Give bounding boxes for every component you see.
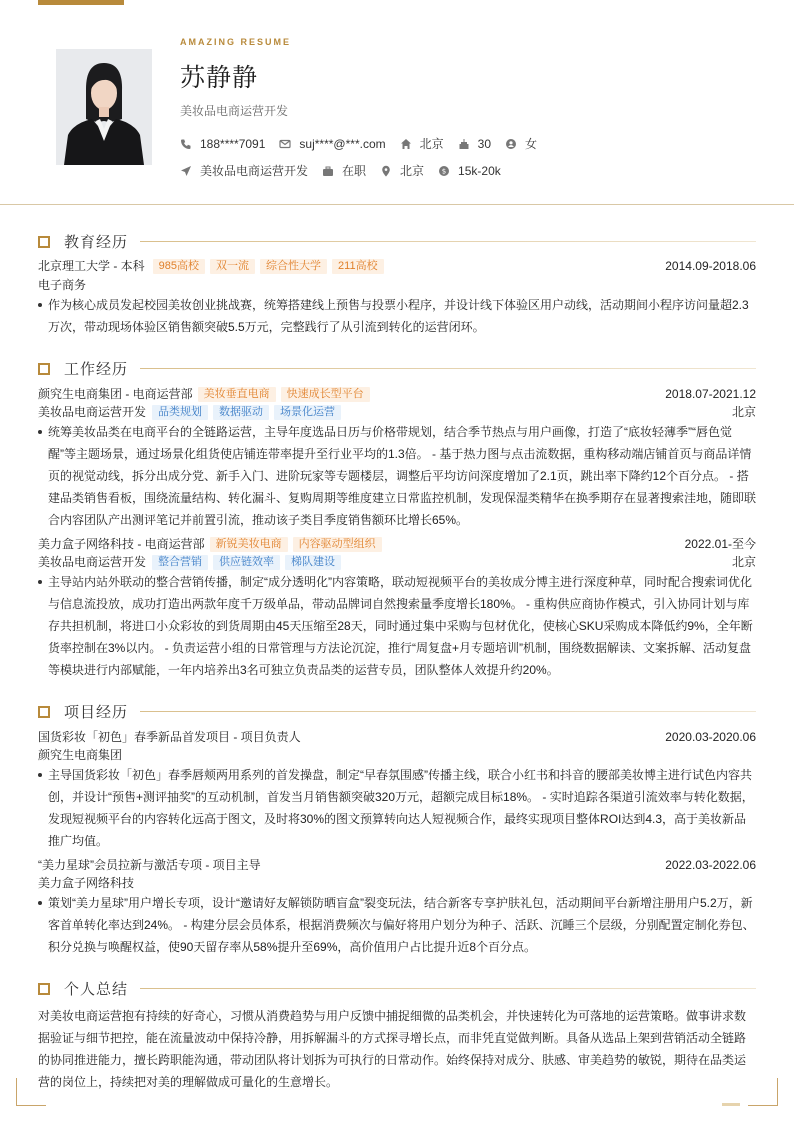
role-tag: 整合营销: [152, 555, 208, 570]
money-icon: [438, 165, 450, 177]
job-intent-row: [180, 162, 515, 179]
section-square-icon: [38, 706, 50, 718]
corner-decoration: [748, 1078, 778, 1106]
project-org: 颜究生电商集团: [38, 748, 123, 762]
project-title: “美力星球”会员拉新与激活专项 - 项目主导: [38, 858, 261, 872]
edu-tag: 综合性大学: [260, 259, 327, 274]
phone-item: [180, 137, 265, 151]
footer-accent: [722, 1103, 740, 1106]
work-bullet: 统筹美妆品类在电商平台的全链路运营，主导年度选品日历与价格带规划，结合季节热点与用户画像，打造了“底妆轻薄季”“唇色觉醒”等主题场景，通过场景化组货使店铺连带率提升至行业平均的1.3倍。 - 基于热力图与点击流数据，重构移动端店铺首页与商品详情页的视觉动线，拆分出成分党、新手入门、进阶玩家等专题楼层，调整后平均访问深度增加了2.1页，跳出率下降约12个百分点。 - 搭建品类销售看板，围绕流量结构、转化漏斗、复购周期等维度建立日常监控机制，发现保湿类精华在换季期存在显著搜索洼地，随即联合内容团队产出测评笔记并前置引流，推动该子类目季度销售额环比增长65%。: [38, 421, 756, 531]
education-section-title: 教育经历: [38, 231, 756, 252]
project-org: 美力盒子网络科技: [38, 876, 135, 890]
education-bullet: 作为核心成员发起校园美妆创业挑战赛，统筹搭建线上预售与投票小程序，并设计线下体验区用户动线，活动期间小程序访问量超2.3万次，带动现场体验区销售额突破5.5万元，完整践行了从引流到转化的运营闭环。: [38, 294, 756, 338]
candidate-name: 苏静静: [180, 64, 259, 92]
work-role-row: [38, 404, 756, 420]
project-org-row: [38, 875, 756, 891]
phone-icon: [180, 138, 192, 150]
target-job-item: [180, 162, 308, 179]
phone-text: 188****7091: [200, 136, 266, 151]
city-item: [400, 135, 444, 152]
section-square-icon: [38, 236, 50, 248]
summary-text: 对美妆电商运营抱有持续的好奇心，习惯从消费趋势与用户反馈中捕捉细微的品类机会，并快速转化为可落地的运营策略。做事讲求数据验证与细节把控，能在流量波动中保持冷静，用拆解漏斗的方式探寻增长点，而非凭直觉做判断。具备从选品上架到营销活动全链路的协同推进能力，擅长跨职能沟通，带动团队将计划拆为可执行的日常动作。始终保持对成分、肤感、审美趋势的敏锐，期待在品类运营的岗位上，持续把对美的理解做成可量化的生意增长。: [38, 1009, 747, 1089]
corner-decoration: [16, 1078, 46, 1106]
project-org-row: [38, 747, 756, 763]
resume-header: [0, 0, 794, 205]
project-date: 2020.03-2020.06: [665, 730, 756, 744]
briefcase-icon: [322, 165, 334, 177]
section-divider: [140, 988, 756, 989]
role-tag: 场景化运营: [274, 405, 341, 420]
company-tag: 美妆垂直电商: [198, 387, 276, 402]
edu-tag: 985高校: [153, 259, 205, 274]
role-name: 美妆品电商运营开发: [38, 405, 147, 419]
target-city-text: 北京: [400, 164, 425, 178]
section-square-icon: [38, 983, 50, 995]
target-city-item: [380, 162, 424, 179]
age-item: [458, 137, 491, 151]
company-tag: 新锐美妆电商: [210, 537, 288, 552]
work-company-row: [38, 536, 756, 552]
work-role-row: [38, 554, 756, 570]
role-tag: 数据驱动: [213, 405, 269, 420]
work-date: 2022.01-至今: [684, 537, 756, 551]
contact-row: [180, 135, 551, 152]
mail-icon: [279, 138, 291, 150]
project-date: 2022.03-2022.06: [665, 858, 756, 872]
work-section-title: 工作经历: [38, 358, 756, 379]
project-title: 国货彩妆「初色」春季新品首发项目 - 项目负责人: [38, 730, 301, 744]
salary-text: 15k-20k: [458, 163, 501, 178]
edu-tag: 双一流: [210, 259, 255, 274]
brand-label: AMAZING RESUME: [180, 37, 291, 47]
cake-icon: [458, 138, 470, 150]
work-location: 北京: [731, 555, 756, 569]
status-text: 在职: [342, 164, 367, 178]
education-date: 2014.09-2018.06: [665, 259, 756, 273]
project-bullet: 策划“美力星球”用户增长专项，设计“邀请好友解锁防晒盲盒”裂变玩法，结合新客专享护肤礼包，活动期间平台新增注册用户5.2万，新客首单转化率达到24%。 - 构建分层会员体系，根据消费频次与偏好将用户划分为种子、活跃、沉睡三个层级，分别配置定制化券包、积分兑换与唤醒权益，使90天留存率从58%提升至69%，高价值用户占比提升近8个百分点。: [38, 892, 756, 958]
role-tag: 梯队建设: [285, 555, 341, 570]
svg-text:$: $: [441, 167, 447, 175]
major: 电子商务: [38, 278, 87, 292]
target-job-text: 美妆品电商运营开发: [200, 164, 309, 178]
section-divider: [140, 368, 756, 369]
profile-photo: [56, 49, 152, 165]
age-text: 30: [477, 136, 491, 151]
send-icon: [180, 165, 192, 177]
location-pin-icon: [380, 165, 392, 177]
email-item: [279, 137, 385, 151]
salary-item: [438, 164, 501, 178]
edu-tag: 211高校: [332, 259, 384, 274]
section-divider: [140, 241, 756, 242]
gender-item: [505, 135, 537, 152]
company-tag: 内容驱动型组织: [293, 537, 382, 552]
school-name: 北京理工大学 - 本科: [38, 259, 145, 273]
role-name: 美妆品电商运营开发: [38, 555, 147, 569]
candidate-title: 美妆品电商运营开发: [180, 104, 289, 118]
section-square-icon: [38, 363, 50, 375]
company-name: 颜究生电商集团 - 电商运营部: [38, 387, 193, 401]
city-text: 北京: [419, 137, 444, 151]
projects-section-title: 项目经历: [38, 701, 756, 722]
role-tag: 供应链效率: [213, 555, 280, 570]
email-text: suj****@***.com: [299, 136, 386, 151]
section-divider: [140, 711, 756, 712]
education-major-row: [38, 277, 756, 293]
company-name: 美力盒子网络科技 - 电商运营部: [38, 537, 205, 551]
project-title-row: [38, 729, 756, 745]
summary-section-title: 个人总结: [38, 978, 756, 999]
project-title-row: [38, 857, 756, 873]
gender-text: 女: [525, 137, 538, 151]
user-icon: [505, 138, 517, 150]
role-tag: 品类规划: [152, 405, 208, 420]
work-date: 2018.07-2021.12: [665, 387, 756, 401]
project-bullet: 主导国货彩妆「初色」春季唇颊两用系列的首发操盘，制定“早春氛围感”传播主线，联合小红书和抖音的腰部美妆博主进行试色内容共创，并设计“预售+测评抽奖”的互动机制，首发当月销售额突破320万元，超额完成目标18%。 - 实时追踪各渠道引流效率与转化数据，发现短视频平台的内容转化远高于图文，及时将30%的图文预算转向达人短视频合作，最终实现项目整体ROI达到4.3，高于美妆新品推广均值。: [38, 764, 756, 852]
work-company-row: [38, 386, 756, 402]
status-item: [322, 162, 366, 179]
work-bullet: 主导站内站外联动的整合营销传播，制定“成分透明化”内容策略，联动短视频平台的美妆成分博主进行深度种草，同时配合搜索词优化与信息流投放，成功打造出两款年度千万级单品，带动品牌词自然搜索量季度增长180%。 - 重构供应商协作模式，引入协同计划与库存共担机制，将进口小众彩妆的到货周期由45天压缩至28天，同时通过集中采购与包材优化，使核心SKU采购成本降低约9%，全年断货率控制在3%以内。 - 负责运营小组的日常管理与方法论沉淀，推行“周复盘+月专题培训”机制，围绕数据解读、文案拆解、活动复盘等模块进行内部赋能，一年内培养出3名可独立负责品类的运营专员，团队整体人效提升约20%。: [38, 571, 756, 681]
home-icon: [400, 138, 412, 150]
work-location: 北京: [731, 405, 756, 419]
company-tag: 快速成长型平台: [281, 387, 370, 402]
education-school-row: [38, 258, 756, 274]
